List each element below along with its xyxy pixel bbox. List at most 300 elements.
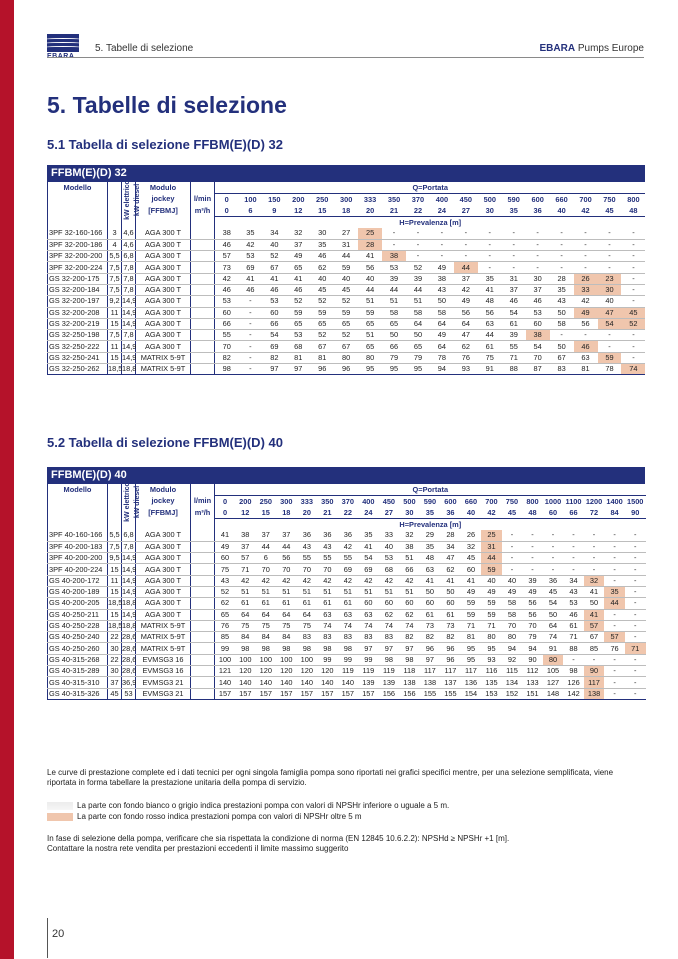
- header-brand: [540, 43, 645, 54]
- model-cell: GS 40-200-189: [48, 586, 108, 597]
- head-value: 55: [338, 553, 359, 564]
- head-value: 35: [604, 586, 625, 597]
- head-value: 36: [543, 575, 564, 586]
- legend-orange-text: La parte con fondo rosso indica prestazioni pompa con valori di NPSHr oltre 5 m: [77, 812, 362, 821]
- head-value: 126: [563, 677, 584, 688]
- head-value: 57: [584, 620, 605, 631]
- head-value: 59: [481, 609, 502, 620]
- flow-m3h: 35: [502, 205, 526, 217]
- head-value: 100: [256, 654, 277, 665]
- kw-elettrico-cell: 5,5: [109, 251, 120, 261]
- head-value: -: [454, 228, 478, 239]
- head-value: 70: [522, 620, 543, 631]
- flow-lmin: 250: [316, 194, 329, 204]
- head-value: 43: [563, 586, 584, 597]
- head-value: 41: [584, 586, 605, 597]
- head-value: 39: [522, 575, 543, 586]
- head-value: -: [550, 262, 574, 273]
- head-value: -: [574, 262, 598, 273]
- head-value: 53: [215, 296, 239, 307]
- table-row: [48, 228, 646, 239]
- head-value: 28: [550, 273, 574, 284]
- head-value: -: [598, 341, 622, 352]
- kw-diesel-cell: 14,9: [122, 575, 137, 585]
- head-value: -: [621, 352, 645, 363]
- head-value: 25: [481, 530, 502, 541]
- head-value: 53: [286, 330, 310, 341]
- head-value: 37: [502, 284, 526, 295]
- head-value: 133: [522, 677, 543, 688]
- head-value: 41: [420, 575, 441, 586]
- head-value: 50: [584, 598, 605, 609]
- head-value: 67: [310, 341, 334, 352]
- head-value: 46: [215, 239, 239, 250]
- jockey-cell: MATRIX 5-9T: [136, 632, 191, 643]
- table-row: [48, 620, 646, 631]
- head-value: 56: [454, 307, 478, 318]
- spacer: [48, 519, 108, 531]
- head-value: 26: [574, 273, 598, 284]
- head-value: 60: [358, 598, 379, 609]
- head-value: 33: [574, 284, 598, 295]
- head-value: 85: [215, 632, 236, 643]
- head-value: 68: [379, 564, 400, 575]
- flow-m3h: 18: [276, 507, 297, 519]
- flow-lmin: 1200: [585, 496, 603, 506]
- head-value: 75: [215, 564, 236, 575]
- jockey-cell: MATRIX 5-9T: [136, 643, 191, 654]
- head-value: 37: [526, 284, 550, 295]
- head-value: 52: [334, 330, 358, 341]
- kw-diesel-label: kW diesel: [134, 184, 142, 217]
- head-value: 44: [406, 284, 430, 295]
- head-value: 58: [502, 609, 523, 620]
- flow-lmin: 590: [507, 194, 520, 204]
- head-value: 61: [420, 609, 441, 620]
- jockey-cell: AGA 300 T: [136, 609, 191, 620]
- head-value: 37: [286, 239, 310, 250]
- flow-m3h: 24: [430, 205, 454, 217]
- head-value: 69: [358, 564, 379, 575]
- table-row: [48, 296, 646, 307]
- head-value: 58: [382, 307, 406, 318]
- flow-lmin: 333: [300, 496, 313, 506]
- head-value: 140: [297, 677, 318, 688]
- kw-diesel-cell: 14,9: [122, 296, 137, 306]
- head-value: 140: [256, 677, 277, 688]
- head-value: 39: [502, 330, 526, 341]
- table-row: [48, 330, 646, 341]
- head-value: 76: [454, 352, 478, 363]
- table-row: [48, 284, 646, 295]
- head-value: 51: [297, 586, 318, 597]
- head-value: -: [543, 541, 564, 552]
- head-value: 98: [379, 654, 400, 665]
- head-value: 35: [550, 284, 574, 295]
- head-value: 95: [358, 364, 382, 375]
- head-value: -: [550, 239, 574, 250]
- head-value: -: [604, 620, 625, 631]
- head-value: 41: [584, 609, 605, 620]
- head-value: 40: [379, 541, 400, 552]
- head-value: 38: [399, 541, 420, 552]
- head-value: 42: [215, 273, 239, 284]
- head-value: 74: [317, 620, 338, 631]
- unit-cell: [191, 677, 215, 688]
- kw-elettrico-cell: 11: [108, 341, 122, 352]
- model-cell: GS 40-250-260: [48, 643, 108, 654]
- head-value: 71: [461, 620, 482, 631]
- head-value: 42: [574, 296, 598, 307]
- head-value: 154: [461, 688, 482, 699]
- head-value: 135: [481, 677, 502, 688]
- head-value: 46: [310, 251, 334, 262]
- head-value: -: [430, 239, 454, 250]
- head-value: -: [543, 553, 564, 564]
- unit-cell: [191, 341, 215, 352]
- head-value: 73: [440, 620, 461, 631]
- head-value: -: [238, 296, 262, 307]
- flow-m3h: 40: [550, 205, 574, 217]
- head-value: -: [621, 251, 645, 262]
- unit-cell: [191, 564, 215, 575]
- head-value: -: [502, 564, 523, 575]
- col-header-modello: Modello: [48, 484, 108, 496]
- head-value: -: [621, 330, 645, 341]
- head-value: 29: [420, 530, 441, 541]
- head-value: 120: [235, 666, 256, 677]
- model-cell: GS 40-315-326: [48, 688, 108, 699]
- head-value: 116: [481, 666, 502, 677]
- jockey-cell: AGA 300 T: [136, 307, 191, 318]
- flow-m3h: 36: [440, 507, 461, 519]
- table-row: [48, 643, 646, 654]
- col-header-ffbmj: [FFBMJ]: [136, 205, 191, 217]
- flow-m3h: 21: [317, 507, 338, 519]
- head-value: 96: [440, 654, 461, 665]
- head-value: -: [584, 654, 605, 665]
- head-value: 36: [297, 530, 318, 541]
- head-value: 42: [317, 575, 338, 586]
- head-value: 157: [358, 688, 379, 699]
- unit-cell: [191, 251, 215, 262]
- unit-cell: [191, 586, 215, 597]
- head-value: 136: [461, 677, 482, 688]
- head-value: 25: [358, 228, 382, 239]
- head-value: 115: [502, 666, 523, 677]
- flow-m3h: 27: [454, 205, 478, 217]
- head-value: 30: [310, 228, 334, 239]
- flow-lmin: 800: [627, 194, 640, 204]
- unit-cell: [191, 296, 215, 307]
- head-value: 91: [543, 643, 564, 654]
- head-value: 49: [430, 262, 454, 273]
- flow-lmin: 1100: [565, 496, 582, 506]
- head-value: -: [406, 251, 430, 262]
- flow-lmin: 0: [215, 496, 236, 508]
- head-value: 78: [430, 352, 454, 363]
- model-cell: GS 32-250-222: [48, 341, 108, 352]
- head-value: 64: [430, 318, 454, 329]
- unit-cell: [191, 530, 215, 541]
- unit-cell: [191, 643, 215, 654]
- head-value: 61: [256, 598, 277, 609]
- head-value: 81: [574, 364, 598, 375]
- flow-lmin: 600: [444, 496, 457, 506]
- kw-elettrico-label: kW elettrico: [123, 482, 131, 523]
- kw-elettrico-cell: 11: [108, 575, 122, 586]
- head-value: 79: [382, 352, 406, 363]
- jockey-cell: AGA 300 T: [136, 598, 191, 609]
- unit-cell: [191, 688, 215, 699]
- head-value: 61: [276, 598, 297, 609]
- head-value: 64: [406, 318, 430, 329]
- head-value: 53: [379, 553, 400, 564]
- jockey-cell: EVMSG3 21: [136, 677, 191, 688]
- head-value: -: [563, 564, 584, 575]
- h-prevalenza-header: H=Prevalenza [m]: [215, 519, 646, 531]
- head-value: -: [621, 284, 645, 295]
- head-value: 119: [379, 666, 400, 677]
- flow-lmin: 1000: [544, 496, 562, 506]
- head-value: 46: [215, 284, 239, 295]
- head-value: 51: [235, 586, 256, 597]
- head-value: 98: [215, 364, 239, 375]
- head-value: 61: [338, 598, 359, 609]
- head-value: -: [563, 541, 584, 552]
- unit-cell: [191, 318, 215, 329]
- head-value: -: [604, 575, 625, 586]
- head-value: 58: [406, 307, 430, 318]
- head-value: 63: [338, 609, 359, 620]
- jockey-cell: MATRIX 5-9T: [136, 620, 191, 631]
- head-value: 66: [262, 318, 286, 329]
- table-row: [48, 273, 646, 284]
- head-value: 140: [276, 677, 297, 688]
- jockey-cell: AGA 300 T: [136, 318, 191, 329]
- jockey-cell: AGA 300 T: [136, 262, 191, 273]
- table-title: FFBM(E)(D) 32: [47, 165, 645, 182]
- head-value: 49: [454, 296, 478, 307]
- head-value: 66: [215, 318, 239, 329]
- flow-lmin: 700: [485, 496, 498, 506]
- kw-diesel-cell: 7,8: [123, 330, 134, 340]
- head-value: -: [526, 251, 550, 262]
- head-value: 100: [276, 654, 297, 665]
- head-value: 67: [262, 262, 286, 273]
- head-value: 75: [276, 620, 297, 631]
- head-value: 64: [297, 609, 318, 620]
- head-value: 51: [399, 553, 420, 564]
- flow-lmin: 800: [526, 496, 539, 506]
- head-value: -: [454, 251, 478, 262]
- model-cell: GS 32-200-184: [48, 284, 108, 295]
- head-value: 42: [358, 575, 379, 586]
- spacer: [48, 507, 108, 519]
- notes-intro: Le curve di prestazione complete ed i dati tecnici per ogni singola famiglia pompa sono riportati nei grafici specifici mentre, per una selezione semplificata, viene riportata in forma tabellare la prestazione unitaria della pompa di servizio.: [47, 768, 614, 787]
- head-value: 98: [563, 666, 584, 677]
- flow-m3h: 27: [379, 507, 400, 519]
- kw-diesel-cell: 14,9: [122, 341, 137, 351]
- head-value: 39: [406, 273, 430, 284]
- head-value: 40: [334, 273, 358, 284]
- head-value: 38: [526, 330, 550, 341]
- head-value: -: [598, 228, 622, 239]
- head-value: 93: [454, 364, 478, 375]
- unit-cell: [191, 307, 215, 318]
- head-value: -: [604, 541, 625, 552]
- head-value: -: [598, 239, 622, 250]
- head-value: 47: [440, 553, 461, 564]
- head-value: 121: [215, 666, 236, 677]
- kw-elettrico-cell: 15: [108, 352, 122, 363]
- head-value: 157: [276, 688, 297, 699]
- table-row: [48, 632, 646, 643]
- head-value: 49: [502, 586, 523, 597]
- jockey-cell: AGA 300 T: [136, 575, 191, 586]
- head-value: 95: [461, 643, 482, 654]
- logo-text: EBARA: [47, 53, 75, 60]
- head-value: -: [625, 564, 646, 575]
- head-value: 62: [215, 598, 236, 609]
- head-value: 76: [604, 643, 625, 654]
- head-value: 157: [256, 688, 277, 699]
- head-value: 44: [334, 251, 358, 262]
- head-value: -: [406, 239, 430, 250]
- head-value: 59: [481, 564, 502, 575]
- head-value: -: [563, 530, 584, 541]
- head-value: 44: [604, 598, 625, 609]
- head-value: 97: [358, 643, 379, 654]
- kw-diesel-label: kW diesel: [134, 486, 142, 519]
- table-row: [48, 239, 646, 250]
- head-value: -: [574, 330, 598, 341]
- head-value: 51: [317, 586, 338, 597]
- kw-diesel-cell: 14,9: [122, 352, 137, 362]
- flow-lmin: 450: [382, 496, 396, 506]
- kw-diesel-cell: 18,8: [122, 364, 137, 374]
- head-value: 82: [440, 632, 461, 643]
- head-value: 82: [215, 352, 239, 363]
- kw-elettrico-cell: 3: [108, 228, 122, 239]
- header-section-label: 5. Tabelle di selezione: [95, 43, 194, 54]
- flow-m3h: 66: [563, 507, 584, 519]
- model-cell: 3PF 40-200-224: [48, 564, 108, 575]
- head-value: 60: [526, 318, 550, 329]
- head-value: 58: [430, 307, 454, 318]
- head-value: 99: [215, 643, 236, 654]
- head-value: 57: [215, 251, 239, 262]
- head-value: 61: [297, 598, 318, 609]
- model-cell: GS 40-250-240: [48, 632, 108, 643]
- head-value: -: [478, 239, 502, 250]
- head-value: 67: [584, 632, 605, 643]
- kw-diesel-cell: 7,8: [123, 273, 134, 283]
- kw-diesel-cell: 7,8: [123, 262, 134, 272]
- table-row: [48, 609, 646, 620]
- logo-waves-icon: [47, 34, 79, 52]
- head-value: 67: [334, 341, 358, 352]
- head-value: 46: [238, 284, 262, 295]
- head-value: 148: [543, 688, 564, 699]
- flow-lmin: 500: [483, 194, 496, 204]
- head-value: 45: [461, 553, 482, 564]
- head-value: 50: [550, 307, 574, 318]
- head-value: -: [238, 318, 262, 329]
- h-prevalenza-header: H=Prevalenza [m]: [215, 217, 646, 229]
- table-row: [48, 586, 646, 597]
- head-value: 94: [430, 364, 454, 375]
- head-value: 38: [430, 273, 454, 284]
- flow-m3h: 20: [297, 507, 318, 519]
- head-value: -: [625, 598, 646, 609]
- head-value: 44: [481, 553, 502, 564]
- head-value: -: [502, 553, 523, 564]
- jockey-cell: EVMSG3 21: [136, 688, 191, 699]
- head-value: 50: [406, 330, 430, 341]
- head-value: 45: [334, 284, 358, 295]
- head-value: 92: [502, 654, 523, 665]
- kw-elettrico-cell: 22: [108, 632, 122, 643]
- col-header-kw-elettrico: [108, 482, 131, 523]
- head-value: 97: [399, 643, 420, 654]
- kw-diesel-cell: 18,8: [122, 621, 137, 631]
- spacer: [136, 519, 191, 531]
- head-value: 100: [235, 654, 256, 665]
- head-value: 67: [550, 352, 574, 363]
- head-value: 62: [379, 609, 400, 620]
- head-value: 42: [235, 575, 256, 586]
- kw-diesel-cell: 6,8: [123, 251, 134, 261]
- head-value: 139: [379, 677, 400, 688]
- unit-cell: [191, 239, 215, 250]
- flow-m3h: 45: [598, 205, 622, 217]
- head-value: 69: [238, 262, 262, 273]
- table-row: [48, 564, 646, 575]
- head-value: 59: [598, 352, 622, 363]
- kw-elettrico-cell: 37: [108, 677, 122, 688]
- spacer: [108, 519, 122, 531]
- head-value: 59: [334, 262, 358, 273]
- col-header-jockey: jockey: [136, 496, 191, 508]
- head-value: -: [238, 307, 262, 318]
- head-value: 98: [235, 643, 256, 654]
- head-value: 68: [286, 341, 310, 352]
- flow-lmin: 450: [459, 194, 473, 204]
- unit-cell: [191, 609, 215, 620]
- head-value: -: [604, 688, 625, 699]
- head-value: 54: [526, 341, 550, 352]
- head-value: 100: [297, 654, 318, 665]
- head-value: 95: [382, 364, 406, 375]
- data-table: [47, 182, 645, 375]
- flow-m3h: 0: [215, 205, 239, 217]
- head-value: 80: [481, 632, 502, 643]
- jockey-cell: EVMSG3 16: [136, 654, 191, 665]
- head-value: 56: [358, 262, 382, 273]
- flow-m3h: 22: [406, 205, 430, 217]
- head-value: 50: [440, 586, 461, 597]
- head-value: -: [604, 553, 625, 564]
- head-value: 140: [338, 677, 359, 688]
- head-value: -: [621, 273, 645, 284]
- head-value: 56: [276, 553, 297, 564]
- head-value: 46: [262, 284, 286, 295]
- head-value: 57: [235, 553, 256, 564]
- flow-m3h: 48: [522, 507, 543, 519]
- data-table: [47, 484, 646, 700]
- legend-swatch-orange: [47, 813, 73, 821]
